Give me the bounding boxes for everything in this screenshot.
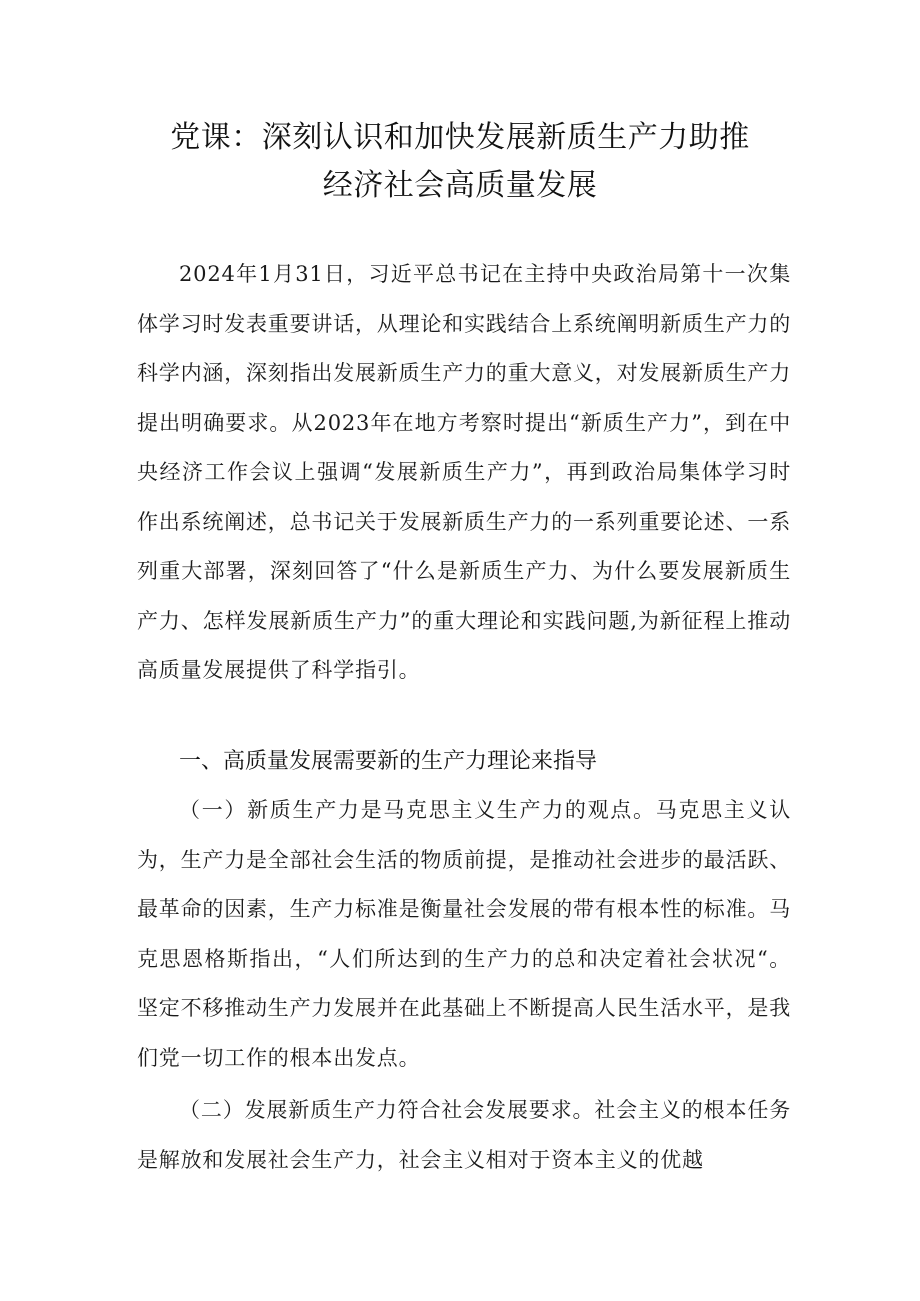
- section-heading-1: 一、高质量发展需要新的生产力理论来指导: [179, 749, 598, 774]
- paragraph-section1-point2: （二）发展新质生产力符合社会发展要求。社会主义的根本任务是解放和发展社会生产力，社会主义相对于资本主义的优越: [137, 1098, 791, 1172]
- paragraph-section1-point1: （一）新质生产力是马克思主义生产力的观点。马克思主义认为，生产力是全部社会生活的物质前提，是推动社会进步的最活跃、最革命的因素，生产力标准是衡量社会发展的带有根本性的标准。马克思恩格斯指出，“人们所达到的生产力的总和决定着社会状况“。坚定不移推动生产力发展并在此基础上不断提高人民生活水平，是我们党一切工作的根本出发点。: [137, 798, 791, 1070]
- document-title-line2: 经济社会高质量发展: [322, 168, 598, 203]
- document-title-line1: 党课：深刻认识和加快发展新质生产力助推: [170, 120, 750, 155]
- paragraph-intro: 2024年1月31日，习近平总书记在主持中央政治局第十一次集体学习时发表重要讲话，从理论和实践结合上系统阐明新质生产力的科学内涵，深刻指出发展新质生产力的重大意义，对发展新质生产力提出明确要求。从2023年在地方考察时提出“新质生产力”，到在中央经济工作会议上强调“发展新质生产力”，再到政治局集体学习时作出系统阐述，总书记关于发展新质生产力的一系列重要论述、一系列重大部署，深刻回答了“什么是新质生产力、为什么要发展新质生产力、怎样发展新质生产力”的重大理论和实践问题,为新征程上推动高质量发展提供了科学指引。: [137, 262, 791, 682]
